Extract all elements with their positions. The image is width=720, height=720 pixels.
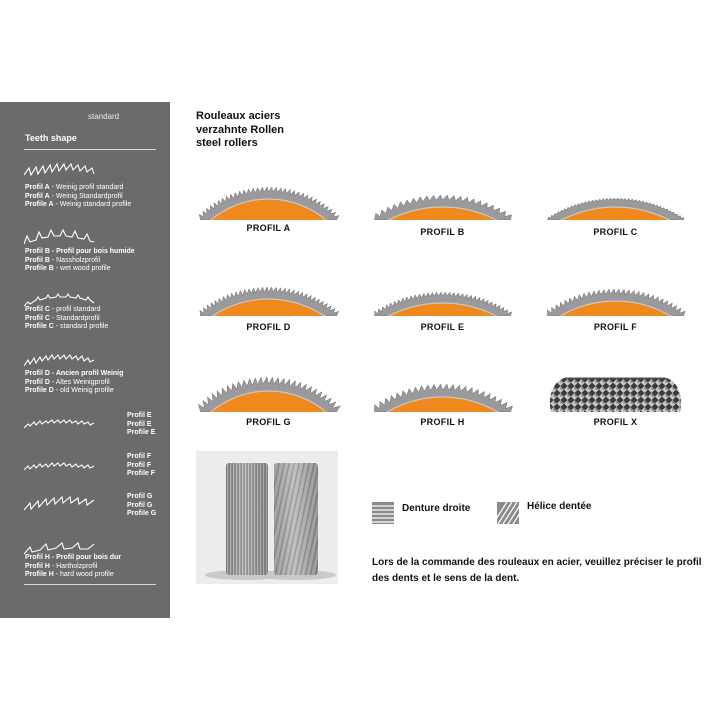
heading-en: steel rollers bbox=[196, 137, 258, 149]
teeth-shape-sidebar bbox=[0, 102, 170, 618]
profile-g-wave bbox=[24, 492, 96, 512]
label-profil-x: PROFIL X bbox=[593, 417, 638, 427]
label-profil-e: PROFIL E bbox=[420, 322, 465, 332]
label-profil-a: PROFIL A bbox=[246, 223, 291, 233]
label-profil-f: PROFIL F bbox=[593, 322, 638, 332]
profile-a-wave bbox=[24, 158, 96, 178]
roller-profile-g bbox=[196, 372, 341, 412]
roller-profile-e bbox=[370, 276, 515, 316]
profile-b-labels: Profil B - Profil pour bois humide Profil B - Nassholzprofil Profile B - wet wood profile bbox=[25, 248, 135, 273]
order-note: Lors de la commande des rouleaux en acier, veuillez préciser le profil des dents et le sens de la dent. bbox=[372, 557, 702, 584]
heading-fr: Rouleaux aciers bbox=[196, 110, 281, 122]
profile-d-labels: Profil D - Ancien profil Weinig Profil D - Altes Weinigprofil Profile D - old Weinig profile bbox=[25, 370, 124, 395]
profile-f-wave bbox=[24, 454, 96, 474]
profile-c-wave bbox=[24, 288, 96, 308]
helical-teeth-icon bbox=[497, 502, 519, 524]
page-heading bbox=[196, 110, 284, 151]
label-profil-d: PROFIL D bbox=[246, 322, 291, 332]
label-profil-g: PROFIL G bbox=[246, 417, 291, 427]
label-profil-h: PROFIL H bbox=[420, 417, 465, 427]
roller-profile-f bbox=[543, 276, 688, 316]
profile-a-labels: Profil A - Weinig profil standard Profil A - Weinig Standardprofil Profile A - Weinig standard profile bbox=[25, 184, 132, 209]
profile-d-wave bbox=[24, 349, 96, 369]
profile-e-labels: Profil E Profil E Profile E bbox=[127, 412, 156, 437]
sidebar-standard-label: standard bbox=[88, 112, 120, 121]
sidebar-rule-bottom bbox=[24, 584, 156, 585]
profile-h-labels: Profil H - Profil pour bois dur Profil H - Hartholzprofil Profile H - hard wood profile bbox=[25, 554, 122, 579]
profile-b-wave bbox=[24, 226, 96, 246]
roller-profile-d bbox=[196, 276, 341, 316]
legend-helical-label: Hélice dentée bbox=[527, 501, 592, 512]
sidebar-rule-top bbox=[24, 149, 156, 150]
straight-teeth-icon bbox=[372, 502, 394, 524]
profile-e-wave bbox=[24, 412, 96, 432]
rollers-photo bbox=[196, 451, 338, 584]
profile-f-labels: Profil F Profil F Profile F bbox=[127, 453, 156, 478]
label-profil-b: PROFIL B bbox=[420, 227, 465, 237]
profile-c-labels: Profil C - profil standard Profil C - Standardprofil Profile C - standard profile bbox=[25, 306, 109, 331]
roller-profile-b bbox=[370, 180, 515, 220]
heading-de: verzahnte Rollen bbox=[196, 123, 285, 136]
label-profil-c: PROFIL C bbox=[593, 227, 638, 237]
profile-g-labels: Profil G Profil G Profile G bbox=[127, 493, 157, 518]
roller-profile-a bbox=[196, 180, 341, 220]
roller-profile-h bbox=[370, 372, 515, 412]
roller-profile-c bbox=[543, 180, 688, 220]
roller-profile-x bbox=[543, 372, 688, 412]
sidebar-title: Teeth shape bbox=[25, 133, 77, 143]
legend-straight-label: Denture droite bbox=[402, 503, 471, 514]
